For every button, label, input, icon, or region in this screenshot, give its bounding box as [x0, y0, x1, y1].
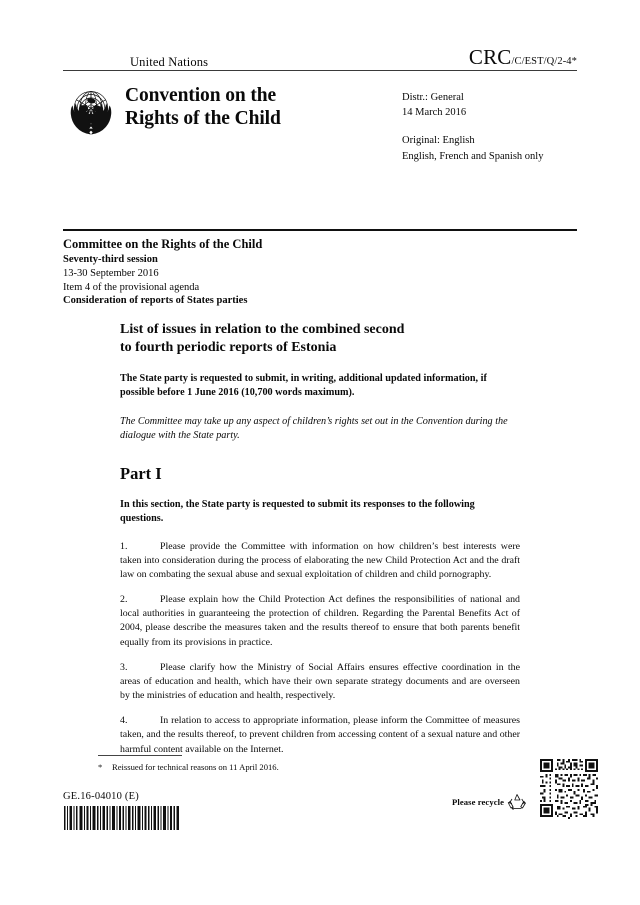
- question-number: 4.: [120, 715, 128, 727]
- question-item: [120, 593, 520, 650]
- footnote-text: Reissued for technical reasons on 11 April 2016.: [112, 762, 279, 772]
- document-content: [120, 321, 520, 768]
- submission-request-note: The State party is requested to submit, in writing, additional updated information, if possible before 1 June 2016 (10,700 words maximum).: [120, 372, 487, 399]
- committee-block: [63, 236, 577, 308]
- job-number: GE.16-04010 (E): [63, 791, 139, 802]
- question-item: [120, 540, 520, 582]
- emblem-container: [63, 81, 125, 139]
- un-emblem-icon: [63, 83, 119, 139]
- footnote-marker: *: [98, 762, 103, 772]
- question-text: Please clarify how the Ministry of Social Affairs ensures effective coordination in the areas of education and health, which have their own separate strategy documents and are overseen by the ministries of education and health, respectively.: [120, 661, 520, 702]
- document-symbol: [469, 47, 577, 68]
- committee-scope-note: The Committee may take up any aspect of children’s rights set out in the Convention during the dialogue with the State party.: [120, 415, 508, 442]
- page-title-line1: List of issues in relation to the combined second: [120, 322, 405, 337]
- page-title: [120, 321, 520, 358]
- recycle-notice: [452, 793, 527, 811]
- distribution-type: Distr.: General: [402, 92, 464, 103]
- distribution-spacer: [402, 120, 577, 133]
- recycle-icon: [507, 793, 527, 811]
- question-item: [120, 714, 520, 756]
- convention-title: [125, 81, 402, 131]
- masthead-top-row: [63, 45, 577, 69]
- footnote: [98, 761, 528, 773]
- agenda-item: Item 4 of the provisional agenda: [63, 281, 200, 293]
- section-intro-text: In this section, the State party is requested to submit its responses to the following questions.: [120, 498, 475, 525]
- footnote-separator: [98, 755, 182, 756]
- agenda-topic: Consideration of reports of States parties: [63, 295, 248, 307]
- question-text: Please explain how the Child Protection Act defines the responsibilities of national and local authorities in guaranteeing the protection of children. Regarding the Parental Benefits Act of 2004, please describe the measures taken and the results thereof to ensure that both parents benefit equally from its provisions in practice.: [120, 594, 520, 648]
- masthead: [63, 45, 577, 164]
- convention-title-line2: Rights of the Child: [125, 107, 281, 129]
- recycle-label: Please recycle: [452, 797, 505, 807]
- available-languages: English, French and Spanish only: [402, 150, 544, 162]
- question-text: Please provide the Committee with information on how children’s best interests were taken into consideration during the process of elaborating the new Child Protection Act and the draft law on combating the sexual abuse and sexual exploitation of children and child pornography.: [120, 540, 520, 580]
- question-number: 1.: [120, 540, 128, 552]
- document-symbol-suffix: /C/EST/Q/2-4*: [511, 56, 577, 67]
- question-number: 2.: [120, 594, 128, 606]
- question-number: 3.: [120, 661, 128, 673]
- committee-name: Committee on the Rights of the Child: [63, 237, 263, 251]
- document-symbol-main: CRC: [468, 45, 512, 69]
- organization-name: United Nations: [130, 54, 209, 69]
- barcode-icon: [63, 806, 181, 830]
- committee-session: Seventy-third session: [63, 253, 158, 265]
- masthead-body: [63, 81, 577, 164]
- section-divider-rule: [63, 229, 577, 231]
- question-text: In relation to access to appropriate information, please inform the Committee of measures taken, and the results thereof, to prevent children from accessing content of a sexual nature and other harmful content available on the Internet.: [120, 715, 520, 755]
- question-item: [120, 661, 520, 703]
- masthead-rule: [63, 70, 577, 71]
- part-heading: Part I: [120, 463, 162, 483]
- qr-code-icon: [538, 757, 600, 819]
- distribution-date: 14 March 2016: [402, 107, 467, 119]
- distribution-block: [402, 81, 577, 164]
- original-language: Original: English: [402, 135, 475, 147]
- page-title-line2: to fourth periodic reports of Estonia: [120, 340, 337, 356]
- convention-title-line1: Convention on the: [125, 85, 277, 106]
- committee-dates: 13-30 September 2016: [63, 267, 159, 279]
